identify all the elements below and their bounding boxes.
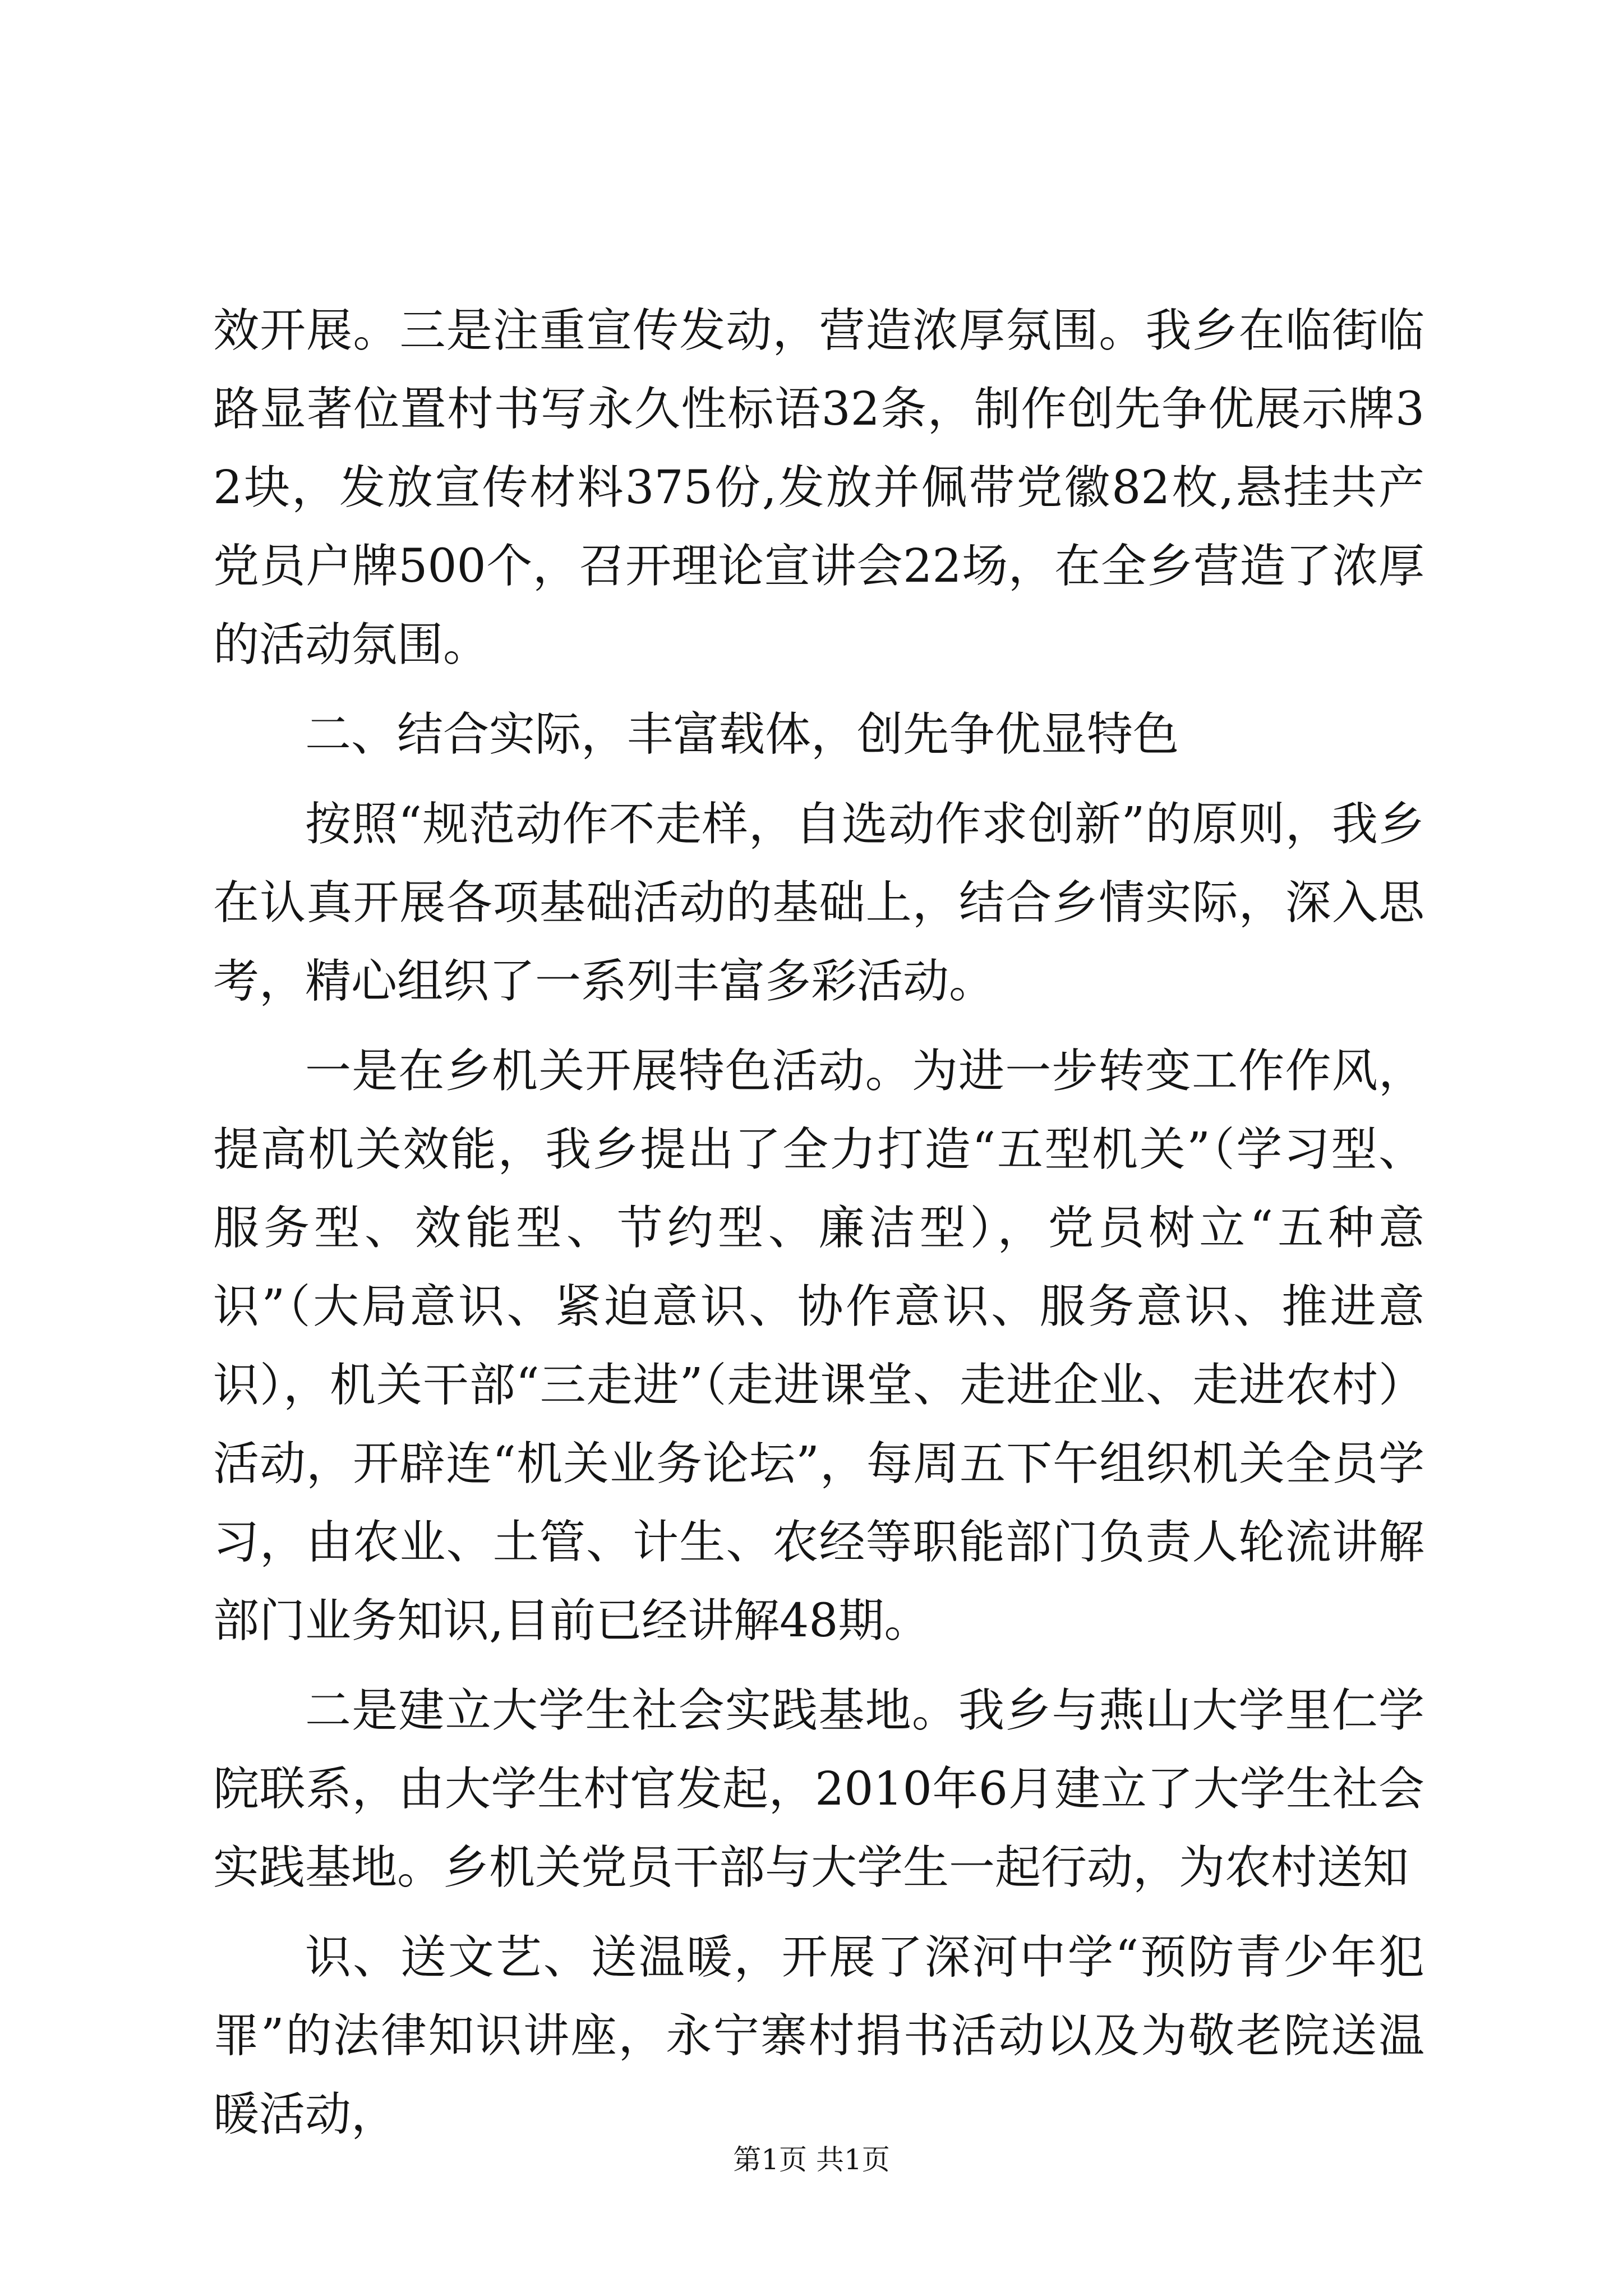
paragraph-outreach: 识、送文艺、送温暖，开展了深河中学“预防青少年犯罪”的法律知识讲座，永宁寨村捐书活动以及为敬老院送温暖活动， xyxy=(213,1931,1424,2141)
paragraph-principle: 按照“规范动作不走样，自选动作求创新”的原则，我乡在认真开展各项基础活动的基础上，结合乡情实际，深入思考，精心组织了一系列丰富多彩活动。 xyxy=(213,798,1424,1008)
paragraph-organ-activities: 一是在乡机关开展特色活动。为进一步转变工作作风，提高机关效能，我乡提出了全力打造“五型机关”（学习型、服务型、效能型、节约型、廉洁型），党员树立“五种意识”（大局意识、紧迫意识、协作意识、服务意识、推进意识），机关干部“三走进”（走进课堂、走进企业、走进农村）活动，开辟连“机关业务论坛”，每周五下午组织机关全员学习，由农业、土管、计生、农经等职能部门负责人轮流讲解部门业务知识,目前已经讲解48期。 xyxy=(213,1045,1424,1648)
page-footer: 第1页 共1页 xyxy=(733,2143,890,2176)
section-heading-two: 二、结合实际，丰富载体，创先争优显特色 xyxy=(305,708,1179,761)
paragraph-student-base: 二是建立大学生社会实践基地。我乡与燕山大学里仁学院联系，由大学生村官发起，2010年6月建立了大学生社会实践基地。乡机关党员干部与大学生一起行动，为农村送知 xyxy=(213,1684,1424,1894)
document-body xyxy=(213,292,1424,2165)
paragraph-publicity: 效开展。三是注重宣传发动，营造浓厚氛围。我乡在临街临路显著位置村书写永久性标语32条，制作创先争优展示牌32块，发放宣传材料375份,发放并佩带党徽82枚,悬挂共产党员户牌500个，召开理论宣讲会22场，在全乡营造了浓厚的活动氛围。 xyxy=(213,304,1424,671)
